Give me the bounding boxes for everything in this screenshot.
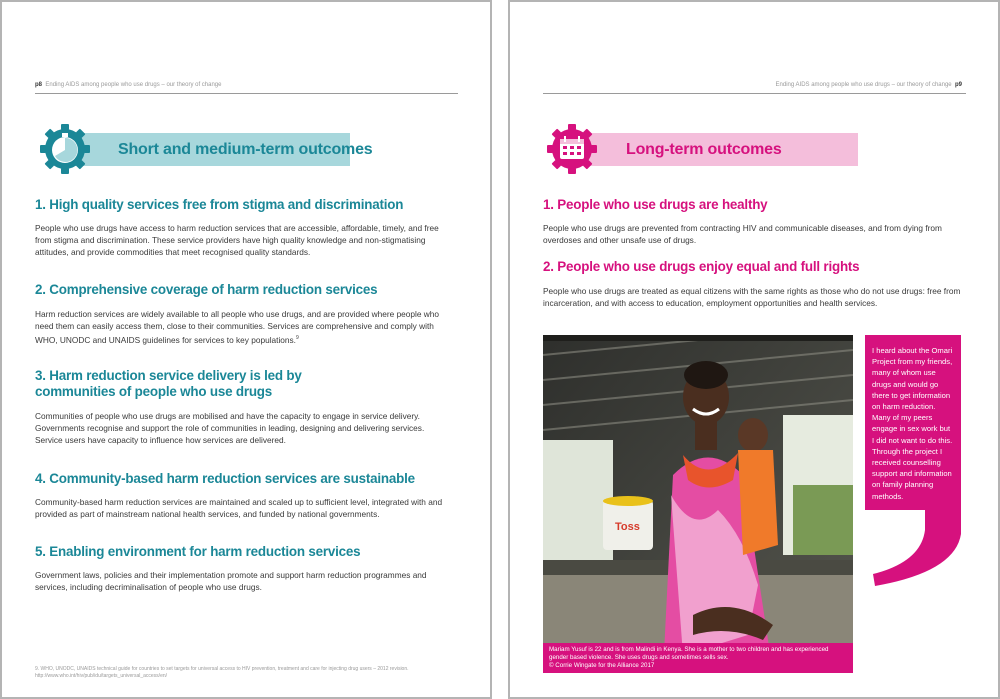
quote-mark-icon [865,510,961,586]
running-head-title: Ending AIDS among people who use drugs – our theory of change [775,82,952,88]
section-body-4: Community-based harm reduction services are maintained and scaled up to sufficient level, integrated with and provided as part of mainstream national health services, and funded by national governments. [35,497,443,519]
section-heading-1: 1. High quality services free from stigma and discrimination [35,197,404,212]
page-number: p9 [954,82,962,88]
quote-attribution: Mariam Yusuf [872,513,909,520]
section-body-2: People who use drugs are treated as equal citizens with the same rights as those who do not use drugs: free from incarceration, and with access to education, employment opportunities and health services. [543,286,961,308]
banner-title: Long-term outcomes [626,141,782,158]
section-heading-2: 2. People who use drugs enjoy equal and full rights [543,259,860,274]
photo-credit: © Corrie Wingate for the Alliance 2017 [549,662,655,669]
section-heading-4: 4. Community-based harm reduction services are sustainable [35,471,415,486]
section-banner [566,133,858,166]
quote-text: I heard about the Omari Project from my friends, many of whom use drugs and would go there to get information on harm reduction. Many of my peers engage in sex work but I did not want to do this. Through the project I received counselling support and information on family planning methods. [872,346,953,501]
banner-title: Short and medium-term outcomes [118,141,373,158]
calendar-gear-icon [547,124,597,174]
running-head [776,82,962,88]
page-number: p8 [35,82,43,88]
section-body-5: Government laws, policies and their implementation promote and support harm reduction programmes and services, including decriminalisation of people who use drugs. [35,570,427,592]
photo-caption [543,643,853,673]
section-body-3: Communities of people who use drugs are mobilised and have the capacity to engage in service delivery. Governments recognise and support the role of communities in leading, designing and delivering services. Service users have capacity to influence how services are delivered. [35,411,425,445]
bucket-label: Toss [615,521,640,533]
photo-mariam-yusuf [543,335,853,673]
photo-caption-text: Mariam Yusuf is 22 and is from Malindi in Kenya. She is a mother to two children and has experienced gender based violence. She uses drugs and sometimes sells sex. [549,646,829,661]
footnote: 9. WHO, UNODC, UNAIDS technical guide for countries to set targets for universal access to HIV prevention, treatment and care for injecting drug users – 2012 revision. http://www.who.int/hiv/pub/idu/targets_universal_access/en/ [35,666,409,679]
section-heading-1: 1. People who use drugs are healthy [543,197,768,212]
pull-quote [865,335,961,520]
running-head-title: Ending AIDS among people who use drugs – our theory of change [45,82,222,88]
right-page [508,0,1000,699]
footnote-ref: 9 [296,335,299,341]
section-body-1: People who use drugs are prevented from contracting HIV and communicable diseases, and from dying from overdoses and other unsafe use of drugs. [543,223,942,245]
stopwatch-gear-icon [40,124,90,174]
section-banner [58,133,373,166]
section-heading-2: 2. Comprehensive coverage of harm reduction services [35,282,378,297]
section-body-2-text: Harm reduction services are widely available to all people who use drugs, and are provided where people who need them can easily access them, close to their communities. Services are comprehensive and comply with WHO, UNODC and UNAIDS guidelines for services to key populations. [35,309,440,345]
header-rule [35,93,458,94]
header-rule [543,93,966,94]
section-heading-3: 3. Harm reduction service delivery is led by communities of people who use drugs [35,368,302,399]
section-body-1: People who use drugs have access to harm reduction services that are accessible, affordable, timely, and free from stigma and discrimination. These service providers have high quality knowledge and non-stigmatising attitudes, and provide commodities that meet recognised quality standards. [35,223,439,257]
section-heading-5: 5. Enabling environment for harm reduction services [35,544,361,559]
running-head [35,82,221,88]
left-page [0,0,492,699]
section-body-2 [35,308,453,346]
